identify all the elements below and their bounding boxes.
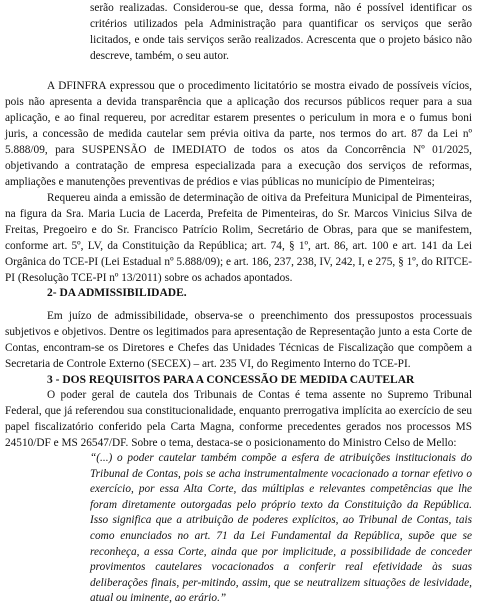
- heading-admissibilidade: 2- DA ADMISSIBILIDADE.: [47, 287, 187, 299]
- heading-requisitos: 3 - DOS REQUISITOS PARA A CONCESSÃO DE MEDIDA CAUTELAR: [47, 374, 415, 386]
- paragraph-continuation: serão realizadas. Considerou-se que, dessa forma, não é possível identificar os critérios utilizados pela Administração para quantificar os serviços que serão licitados, e onde tais serviços serão realizados. Acrescenta que o projeto básico não descreve, também, o seu autor.: [90, 2, 472, 62]
- paragraph-oitiva: Requereu ainda a emissão de determinação de oitiva da Prefeitura Municipal de Pimenteiras, na figura da Sra. Maria Lucia de Lacerda, Prefeita de Pimenteiras, do Sr. Marcos Vinicius Silva de Freitas, Pregoeiro e do Sr. Francisco Patrício Rolim, Secretário de Obras, para que se manifestem, conforme art. 5º, LV, da Constituição da República; art. 74, § 1º, art. 86, art. 100 e art. 141 da Lei Orgânica do TCE-PI (Lei Estadual nº 5.888/09); e art. 186, 237, 238, IV, 242, I, e 275, § 1º, do RITCE-PI (Resolução TCE-PI nº 13/2011) sobre os achados apontados.: [5, 192, 472, 284]
- paragraph-admissibilidade: Em juízo de admissibilidade, observa-se o preenchimento dos pressupostos processuais subjetivos e objetivos. Dentre os legitimados para apresentação de Representação junto a esta Corte de Contas, encontram-se os Diretores e Chefes das Unidades Técnicas de Fiscalização que compõem a Secretaria de Controle Externo (SECEX) – art. 235 VI, do Regimento Interno do TCE-PI.: [5, 310, 472, 370]
- paragraph-poder-geral: O poder geral de cautela dos Tribunais de Contas é tema assente no Supremo Tribunal Federal, que já referendou sua constitucionalidade, enquanto prerrogativa implícita ao exercício de seu papel fiscalizatório conferido pela Carta Magna, conforme precedentes gerados nos processos MS 24510/DF e MS 26547/DF. Sobre o tema, destaca-se o posicionamento do Ministro Celso de Mello:: [5, 389, 472, 449]
- block-quote-celso-de-mello: “(...) o poder cautelar também compõe a esfera de atribuições institucionais do Tribunal de Contas, pois se acha instrumentalmente vocacionado a tornar efetivo o exercício, por essa Alta Corte, das múltiplas e relevantes competências que lhe foram diretamente outorgadas pelo próprio texto da Constituição da República. Isso significa que a atribuição de poderes explícitos, ao Tribunal de Contas, tais como enunciados no art. 71 da Lei Fundamental da República, supõe que se reconheça, a essa Corte, ainda que por implicitude, a possibilidade de conceder provimentos cautelares vocacionados a conferir real efetividade às suas deliberações finais, per-mitindo, assim, que se neutralizem situações de lesividade, atual ou iminente, ao erário.”: [90, 452, 472, 605]
- paragraph-dfinfra: A DFINFRA expressou que o procedimento licitatório se mostra eivado de possíveis vícios, pois não apresenta a devida transparência que a aplicação dos recursos públicos requer para a sua aplicação, e ao final requereu, por acreditar estarem presentes o periculum in mora e o fumus boni juris, a concessão de medida cautelar sem prévia oitiva da parte, nos termos do art. 87 da Lei nº 5.888/09, para SUSPENSÃO de IMEDIATO de todos os atos da Concorrência Nº 01/2025, objetivando a contratação de empresa especializada para a execução dos serviços de reformas, ampliações e manutenções preventivas de prédios e vias públicas no município de Pimenteiras;: [5, 80, 472, 188]
